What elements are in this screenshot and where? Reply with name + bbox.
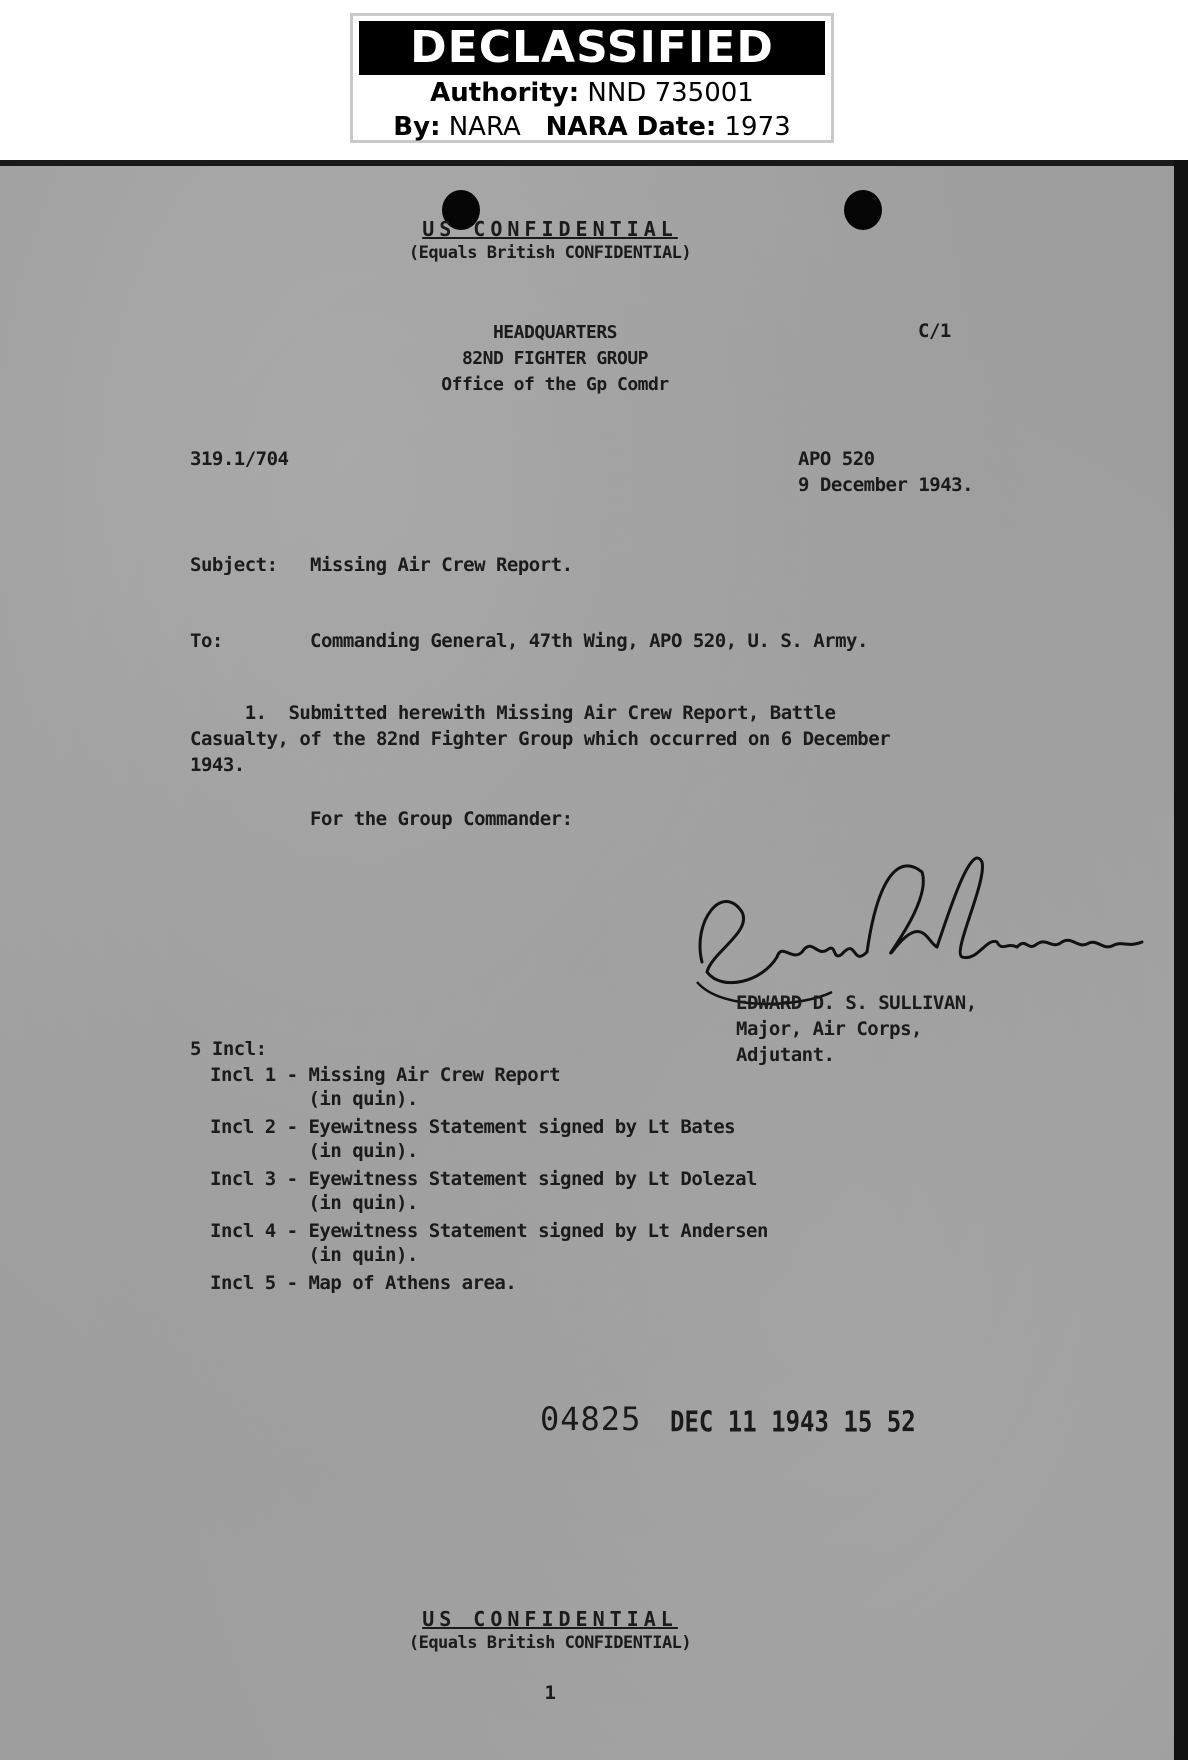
by-line [353,112,831,142]
document-date: 9 December 1943. [798,474,974,496]
header-headquarters: HEADQUARTERS [492,322,618,343]
nara-date-value: 1973 [724,112,791,142]
inclosure-line: Incl 4 - Eyewitness Statement signed by Lt Andersen [210,1220,768,1242]
inclosure-line: Incl 2 - Eyewitness Statement signed by Lt Bates [210,1116,736,1138]
subject-text: Missing Air Crew Report. [310,554,573,576]
classification-top-sub: (Equals British CONFIDENTIAL) [408,243,692,263]
inclosure-line: (in quin). [210,1244,418,1266]
classification-bottom-sub: (Equals British CONFIDENTIAL) [408,1633,692,1653]
to-text: Commanding General, 47th Wing, APO 520, U. S. Army. [310,630,868,652]
received-number: 04825 [540,1400,642,1438]
closing-line: For the Group Commander: [310,808,573,830]
paragraph-line: 1. Submitted herewith Missing Air Crew Report, Battle [190,702,836,724]
inclosure-line: Incl 3 - Eyewitness Statement signed by Lt Dolezal [210,1168,757,1190]
corner-mark: C/1 [918,320,951,342]
apo-number: APO 520 [798,448,875,470]
header-unit: 82ND FIGHTER GROUP [461,348,649,369]
inclosures-header: 5 Incl: [190,1038,267,1060]
authority-label: Authority: [430,78,580,108]
punch-hole-right [844,190,882,230]
received-stamp: DEC 11 1943 15 52 [670,1405,916,1439]
inclosure-line: Incl 5 - Map of Athens area. [210,1272,517,1294]
scan-edge-right [1174,160,1188,1760]
inclosure-line: Incl 1 - Missing Air Crew Report [210,1064,561,1086]
to-label: To: [190,630,223,652]
file-number: 319.1/704 [190,448,289,470]
paragraph-line: 1943. [190,754,245,776]
handwritten-signature [682,842,1152,1012]
signer-rank: Major, Air Corps, [736,1018,922,1040]
subject-label: Subject: [190,554,278,576]
paragraph-line: Casualty, of the 82nd Fighter Group which occurred on 6 December [190,728,891,750]
scanned-document [0,160,1188,1760]
declassified-stamp [350,13,834,143]
inclosure-line: (in quin). [210,1140,418,1162]
authority-value: NND 735001 [587,78,754,108]
classification-bottom: US CONFIDENTIAL [422,1607,678,1631]
authority-line [353,78,831,108]
header-office: Office of the Gp Comdr [441,374,669,395]
inclosure-line: (in quin). [210,1192,418,1214]
by-label: By: [393,112,441,142]
signer-title: Adjutant. [736,1044,835,1066]
page-number: 1 [544,1682,556,1704]
signer-name: EDWARD D. S. SULLIVAN, [736,992,977,1014]
declassified-title: DECLASSIFIED [359,21,825,75]
inclosure-line: (in quin). [210,1088,418,1110]
nara-date-label: NARA Date: [545,112,717,142]
by-value: NARA [448,112,521,142]
classification-top: US CONFIDENTIAL [422,217,678,241]
scan-edge [0,160,1188,166]
